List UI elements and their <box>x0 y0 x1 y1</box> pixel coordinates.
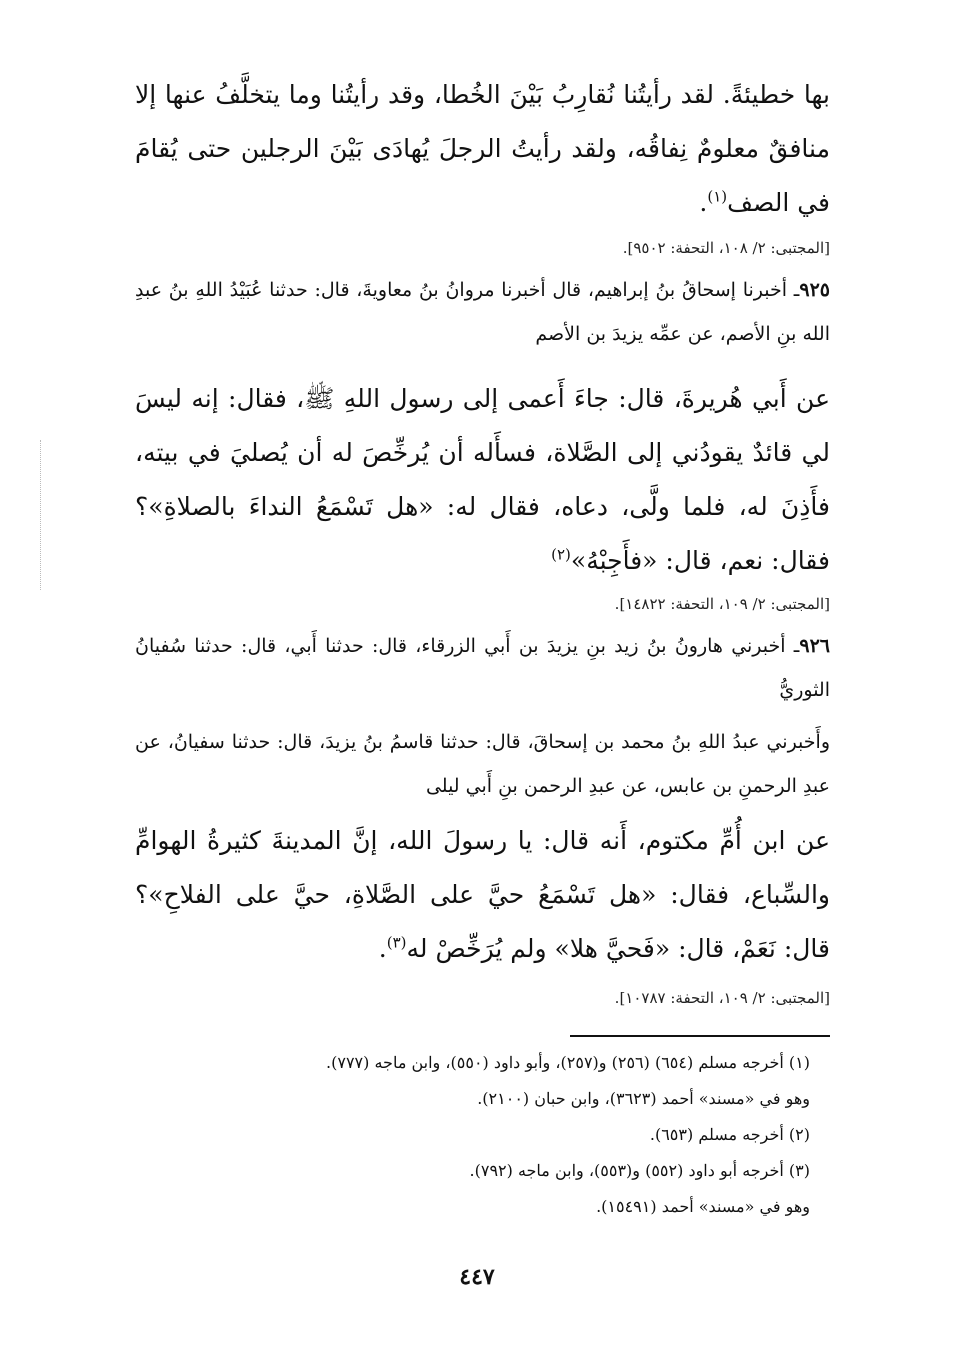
hadith-number: ٩٢٥ <box>799 279 830 301</box>
paragraph-end: . <box>378 934 387 963</box>
source-reference: [المجتبى: ٢/ ١٠٨، التحفة: ٩٥٠٢]. <box>622 239 830 257</box>
paragraph-text: بها خطيئةً. لقد رأيتُنا نُقارِبُ بَيْنَ الخُطا، وقد رأيتُنا وما يتخلَّفُ عنها إلا منافقٌ معلومٌ نِفاقُه، ولقد رأيتُ الرجلَ يُهادَى بَيْنَ الرجلين حتى يُقامَ في الصف <box>135 80 830 217</box>
footnote-line: (٢) أخرجه مسلم (٦٥٣). <box>649 1125 810 1144</box>
source-reference: [المجتبى: ٢/ ١٠٩، التحفة: ١٠٧٨٧]. <box>614 989 830 1007</box>
footnote-line: وهو في «مسند» أحمد (٣٦٢٣)، وابن حبان (٢١٠٠). <box>477 1089 810 1108</box>
paragraph-continuation <box>135 68 830 230</box>
hadith-926-isnad <box>135 624 830 712</box>
footnote-line: وهو في «مسند» أحمد (١٥٤٩١). <box>596 1197 810 1216</box>
hadith-number: ٩٢٦ <box>799 635 830 657</box>
page-number: ٤٤٧ <box>459 1264 495 1290</box>
footnote-marker: (٢) <box>551 545 571 564</box>
paragraph-end: . <box>699 188 708 217</box>
footnote-line: (١) أخرجه مسلم (٦٥٤) (٢٥٦) و(٢٥٧)، وأبو داود (٥٥٠)، وابن ماجه (٧٧٧). <box>326 1053 810 1072</box>
matn-text: عن ابن أُمِّ مكتوم، أَنه قال: يا رسولَ الله، إنَّ المدينةَ كثيرةُ الهوامِّ والسِّباع، فقال: «هل تَسْمَعُ حيَّ على الصَّلاةِ، حيَّ على الفلاحِ»؟ قال: نَعَمْ، قال: «فَحيَّ هلا» ولم يُرَخِّصْ له <box>135 826 830 963</box>
footnote-divider <box>570 1035 830 1037</box>
hadith-926-matn <box>135 814 830 976</box>
footnote-line: (٣) أخرجه أبو داود (٥٥٢) و(٥٥٣)، وابن ماجه (٧٩٢). <box>469 1161 810 1180</box>
hadith-925-matn <box>135 372 830 588</box>
margin-mark <box>40 440 42 590</box>
isnad-text: ـ أخبرني هارونُ بنُ زيد بنِ يزيدَ بن أَبي الزرقاء، قال: حدثنا أَبي، قال: حدثنا سُفيانُ الثوريُّ <box>135 635 830 701</box>
source-reference: [المجتبى: ٢/ ١٠٩، التحفة: ١٤٨٢٢]. <box>614 595 830 613</box>
matn-text: عن أَبي هُريرةَ، قال: جاءَ أَعمى إلى رسول اللهِ ﷺ، فقال: إنه ليسَ لي قائدٌ يقودُني إلى الصَّلاة، فسأَله أن يُرخِّصَ له أن يُصليَ في بيته، فأَذِنَ له، فلما ولَّى، دعاه، فقال له: «هل تَسْمَعُ النداءَ بالصلاةِ»؟ فقال: نعم، قال: «فأَجِبْهُ» <box>135 384 830 575</box>
hadith-926-isnad-2: وأَخبرني عبدُ اللهِ بنُ محمد بن إسحاقَ، قال: حدثنا قاسمُ بنُ يزيدَ، قال: حدثنا سفيانُ، عن عبدِ الرحمنِ بن عابس، عن عبدِ الرحمن بنِ أَبي ليلى <box>135 731 830 797</box>
isnad-text: ـ أخبرنا إسحاقُ بنُ إبراهيم، قال أخبرنا مروانُ بنُ معاويةَ، قال: حدثنا عُبَيْدُ اللهِ بنُ عبدِ الله بنِ الأصم، عن عمِّه يزيدَ بن الأصم <box>135 279 830 345</box>
footnote-marker: (٣) <box>386 933 407 952</box>
footnote-marker: (١) <box>707 187 728 206</box>
footnotes <box>180 1045 810 1225</box>
hadith-925-isnad <box>135 268 830 356</box>
